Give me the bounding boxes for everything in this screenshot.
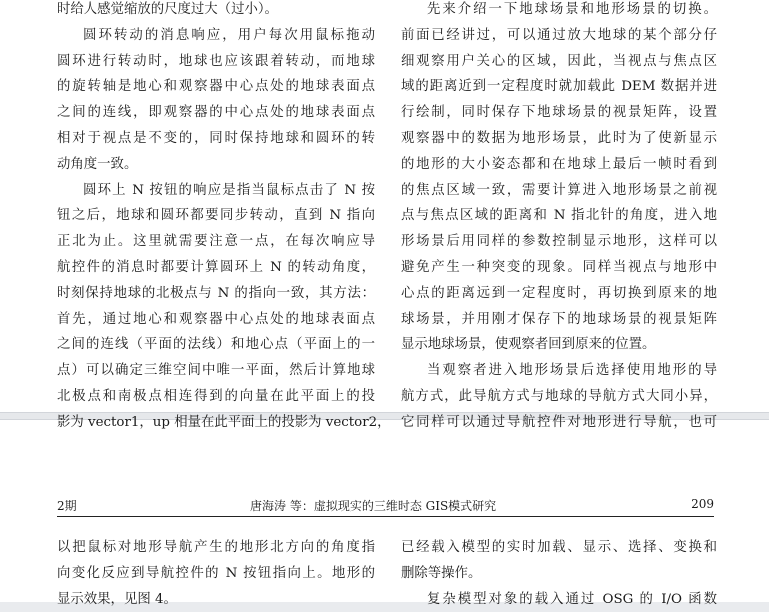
text-line: 先来介绍一下地球场景和地形场景的切换。: [427, 2, 717, 17]
running-header: [57, 494, 714, 517]
text-line: 的旋转轴是地心和观察器中心点处的地球表面点: [57, 79, 375, 95]
text-line: 形场景后用同样的参数控制显示地形，这样可以: [401, 234, 717, 250]
text-line: 正北为止。这里就需要注意一点，在每次响应导: [57, 234, 375, 250]
text-line: 的焦点区域一致，需要计算进入地形场景之前视: [401, 182, 717, 198]
text-line: 复杂模型对象的载入通过 OSG 的 I/O 函数: [427, 591, 717, 607]
text-line: 前面已经讲过，可以通过放大地球的某个部分仔: [401, 27, 717, 43]
text-line: 细观察用户关心的区域，因此，当视点与焦点区: [401, 53, 717, 69]
page-number: 209: [691, 497, 714, 511]
text-line: 影为 vector1，up 相量在此平面上的投影为 vector2，: [57, 414, 391, 430]
text-line: 圆环上 N 按钮的响应是指当鼠标点击了 N 按: [83, 182, 375, 198]
text-line: 时刻保持地球的北极点与 N 的指向一致，其方法：: [57, 285, 375, 301]
page2-right-column: [401, 535, 717, 612]
text-line: 相对于视点是不变的，同时保持地球和圆环的转: [57, 130, 375, 146]
text-line: 钮之后，地球和圆环都要同步转动，直到 N 指向: [57, 208, 375, 224]
text-line: 动角度一致。: [57, 156, 138, 172]
text-line: 球场景，并用刚才保存下的地球场景的视景矩阵: [401, 311, 717, 327]
text-line: 之间的连线，即观察器的中心点处的地球表面点: [57, 105, 375, 121]
text-line: 向变化反应到导航控件的 N 按钮指向上。地形的: [57, 565, 375, 581]
text-line: 以把鼠标对地形导航产生的地形北方向的角度指: [57, 540, 375, 555]
text-line: 航控件的消息时都要计算圆环上 N 的转动角度，: [57, 259, 375, 275]
text-line: 观察器中的数据为地形场景，此时为了使新显示: [401, 130, 717, 146]
text-line: 点）可以确定三维空间中唯一平面，然后计算地球: [57, 363, 375, 379]
text-line: 时给人感觉缩放的尺度过大（过小）。: [57, 2, 278, 17]
running-title: 唐海涛 等：虚拟现实的三维时态 GIS模式研究: [250, 499, 497, 513]
text-line: 首先，通过地心和观察器中心点处的地球表面点: [57, 311, 375, 327]
page2-left-column: [57, 535, 375, 612]
text-line: 航方式，此导航方式与地球的导航方式大同小异，: [401, 388, 717, 404]
text-line: 它同样可以通过导航控件对地形进行导航，也可: [401, 414, 717, 430]
text-line: 删除等操作。: [401, 565, 482, 581]
text-line: 北极点和南极点相连得到的向量在此平面上的投: [57, 388, 375, 404]
text-line: 之间的连线（平面的法线）和地心点（平面上的一: [57, 337, 375, 353]
text-line: 避免产生一种突变的现象。同样当视点与地形中: [401, 259, 717, 275]
page1-left-column: [57, 0, 391, 436]
text-line: 已经载入模型的实时加载、显示、选择、变换和: [401, 540, 717, 555]
text-line: 的地形的大小姿态都和在地球上最后一帧时看到: [401, 156, 717, 172]
text-line: 心点的距离远到一定程度时，再切换到原来的地: [401, 285, 717, 301]
text-line: 显示地球场景，使观察者回到原来的位置。: [401, 337, 656, 353]
text-line: 当观察者进入地形场景后选择使用地形的导: [427, 363, 717, 379]
text-line: 显示效果，见图 4。: [57, 591, 177, 607]
text-line: 圆环转动的消息响应，用户每次用鼠标拖动: [83, 27, 375, 43]
text-line: 行绘制，同时保存下地球场景的视景矩阵，设置: [401, 105, 717, 121]
text-line: 点与焦点区域的距离和 N 指北针的角度，进入地: [401, 208, 717, 224]
journal-issue: 2期: [57, 499, 77, 513]
text-line: 圆环进行转动时，地球也应该跟着转动，而地球: [57, 53, 375, 69]
text-line: 域的距离近到一定程度时就加载此 DEM 数据并进: [401, 79, 717, 95]
page1-right-column: [401, 0, 717, 436]
